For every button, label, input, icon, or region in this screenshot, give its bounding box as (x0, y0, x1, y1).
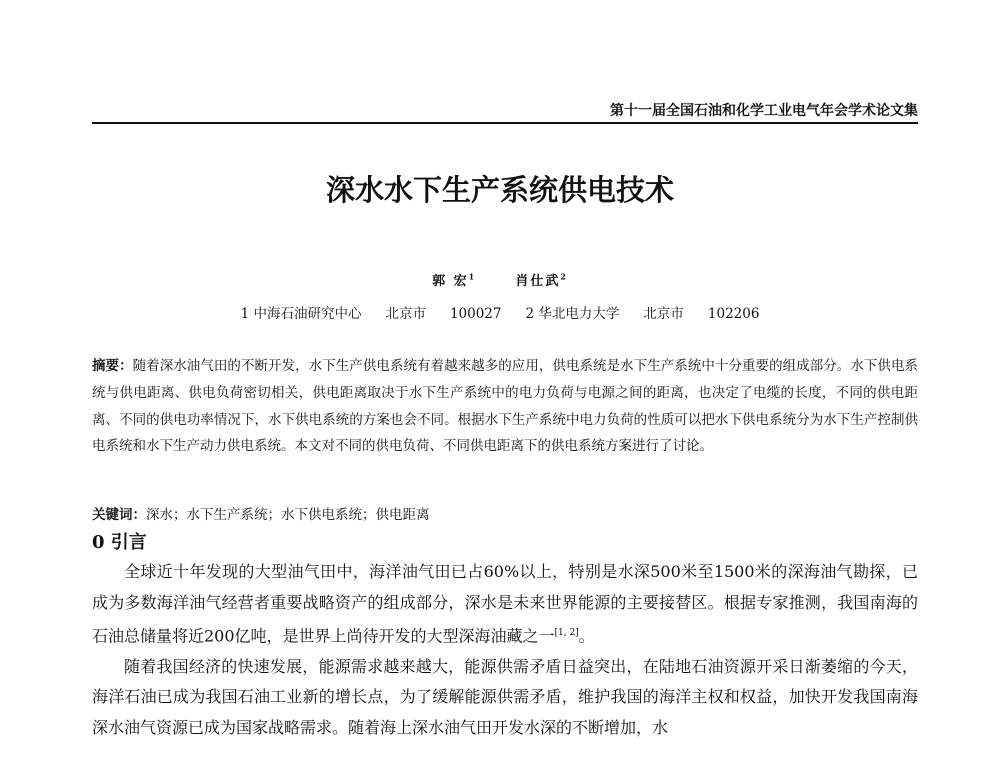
abstract-text: 随着深水油气田的不断开发，水下生产供电系统有着越来越多的应用，供电系统是水下生产系统中十分重要的组成部分。水下供电系统与供电距离、供电负荷密切相关，供电距离取决于水下生产系统中的电力负荷与电源之间的距离，也决定了电缆的长度，不同的供电距离、不同的供电功率情况下，水下供电系统的方案也会不同。根据水下生产系统中电力负荷的性质可以把水下供电系统分为水下生产控制供电系统和水下生产动力供电系统。本文对不同的供电负荷、不同供电距离下的供电系统方案进行了讨论。 (92, 358, 918, 455)
abstract-label: 摘要： (92, 358, 133, 374)
affiliation-2: 2 华北电力大学 (525, 306, 620, 322)
keywords (92, 503, 918, 523)
affiliation-1: 1 中海石油研究中心 (240, 306, 362, 322)
paragraph (92, 557, 918, 652)
author-affiliation-mark: 2 (560, 271, 568, 282)
running-header: 第十一届全国石油和化学工业电气年会学术论文集 (610, 103, 918, 119)
keywords-label: 关键词： (92, 507, 146, 523)
author-name: 郭 宏 (432, 274, 469, 289)
author-name: 肖仕武 (515, 274, 561, 289)
affiliation-1-city: 北京市 (385, 306, 426, 322)
paragraph-end: 。 (578, 626, 595, 646)
citation: [1, 2] (554, 628, 579, 638)
author-affiliation-mark: 1 (468, 271, 477, 282)
affiliation-2-city: 北京市 (643, 306, 684, 322)
section-heading: 0 引言 (92, 532, 147, 553)
authors (0, 270, 1000, 289)
affiliation-2-postcode: 102206 (707, 306, 760, 322)
section-body (92, 557, 918, 743)
header-rule (92, 122, 918, 124)
paper-title: 深水水下生产系统供电技术 (325, 173, 674, 207)
affiliations (0, 302, 1000, 322)
paragraph-text: 全球近十年发现的大型油气田中，海洋油气田已占60%以上，特别是水深500米至1500米的深海油气勘探，已成为多数海洋油气经营者重要战略资产的组成部分，深水是未来世界能源的主要接替区。根据专家推测，我国南海的石油总储量将近200亿吨，是世界上尚待开发的大型深海油藏之一 (92, 562, 918, 646)
keywords-text: 深水；水下生产系统；水下供电系统；供电距离 (146, 507, 430, 523)
affiliation-1-postcode: 100027 (449, 306, 502, 322)
abstract (92, 353, 918, 460)
paragraph: 随着我国经济的快速发展，能源需求越来越大，能源供需矛盾日益突出，在陆地石油资源开采日渐萎缩的今天，海洋石油已成为我国石油工业新的增长点，为了缓解能源供需矛盾，维护我国的海洋主权和权益，加快开发我国南海深水油气资源已成为国家战略需求。随着海上深水油气田开发水深的不断增加，水 (92, 656, 918, 737)
